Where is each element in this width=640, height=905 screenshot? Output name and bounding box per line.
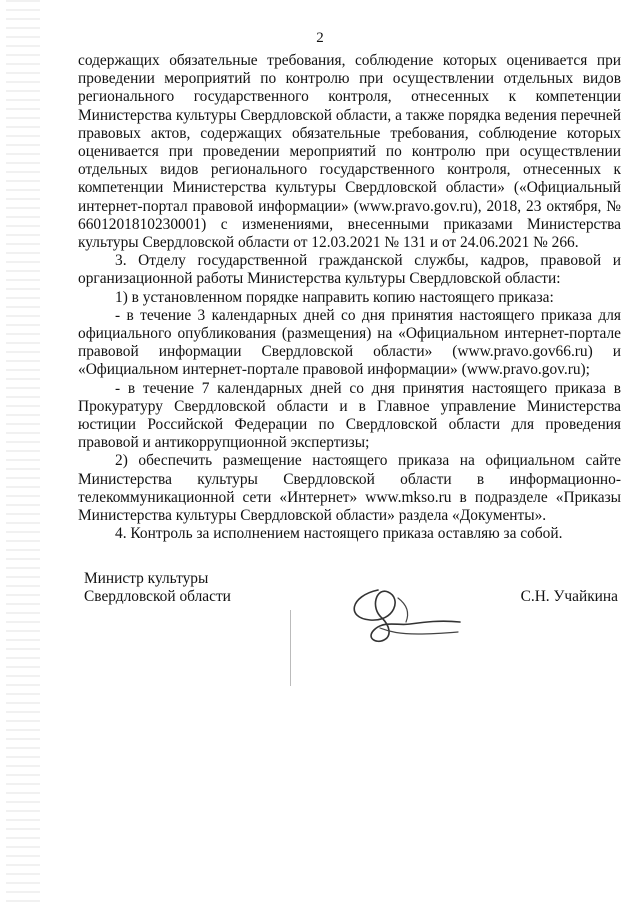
paragraph-dash-publication: - в течение 3 календарных дней со дня принятия настоящего приказа для официального опубликования (размещения) на «Официальном интернет-портале правовой информации Свердловской области» (www.pravo.gov66.ru) и «Официальном интернет-портале правовой информации» (www.pravo.gov.ru); [78,306,621,379]
document-body [78,52,621,543]
signatory-title-line-2: Свердловской области [84,588,231,606]
paragraph-subitem-2: 2) обеспечить размещение настоящего приказа на официальном сайте Министерства культуры Свердловской области в информационно-телекоммуникационной сети «Интернет» www.mkso.ru в подразделе «Приказы Министерства культуры Свердловской области» раздела «Документы». [78,452,621,525]
signatory-name: С.Н. Учайкина [520,588,618,605]
paragraph-item-4: 4. Контроль за исполнением настоящего приказа оставляю за собой. [115,525,563,543]
paragraph-dash-prosecutor: - в течение 7 календарных дней со дня принятия настоящего приказа в Прокуратуру Свердловской области и в Главное управление Министерства юстиции Российской Федерации по Свердловской области для проведения правовой и антикоррупционной экспертизы; [78,379,621,452]
signatory-title-line-1: Министр культуры [84,570,209,587]
handwritten-signature [340,578,470,648]
signature-block [0,566,640,686]
scan-edge-artifact [6,0,40,905]
signatory-title [84,570,231,606]
paragraph-subitem-1: 1) в установленном порядке направить копию настоящего приказа: [115,288,554,306]
paragraph-item-3: 3. Отделу государственной гражданской службы, кадров, правовой и организационной работы Министерства культуры Свердловской области: [78,252,621,288]
page-number: 2 [316,30,324,46]
paragraph-continuation: содержащих обязательные требования, соблюдение которых оценивается при проведении мероприятий по контролю при осуществлении отдельных видов регионального государственного контроля, отнесенных к компетенции Министерства культуры Свердловской области, а также порядка ведения перечней правовых актов, содержащих обязательные требования, соблюдение которых оценивается при проведении мероприятий по контролю при осуществлении отдельных видов регионального государственного контроля, отнесенных к компетенции Министерства культуры Свердловской области» («Официальный интернет-портал правовой информации» (www.pravo.gov.ru), 2018, 23 октября, № 6601201810230001) с изменениями, внесенными приказами Министерства культуры Свердловской области от 12.03.2021 № 131 и от 24.06.2021 № 266. [78,52,621,252]
